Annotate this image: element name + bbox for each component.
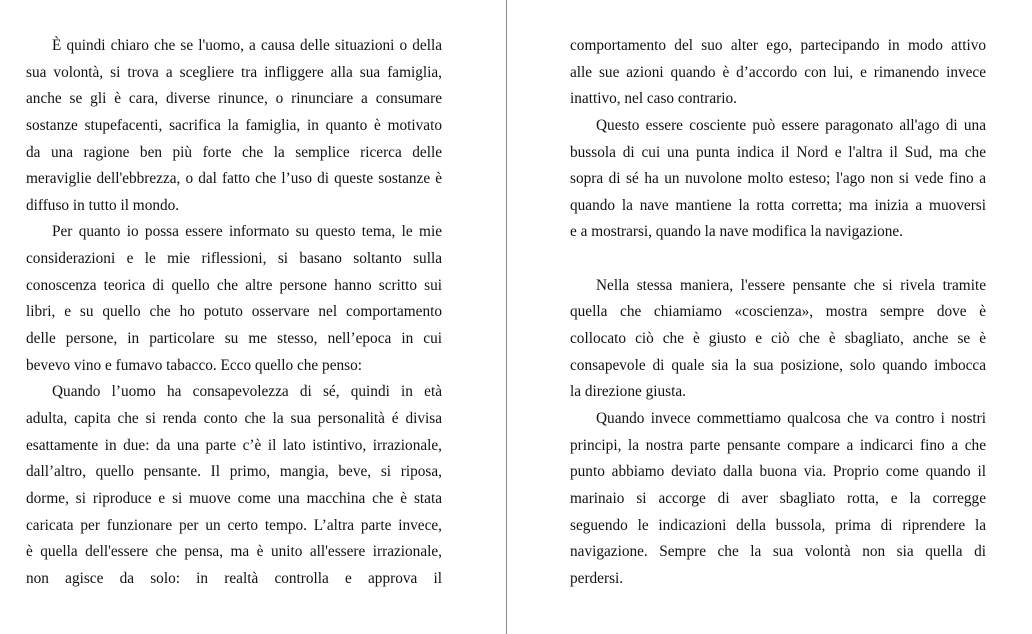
text-line: alle sue azioni quando è d’accordo con lui, e rimanendo invece [570, 63, 986, 81]
blank-line [570, 246, 986, 273]
text-line: sostanze stupefacenti, sacrifica la famiglia, in quanto è motivato [26, 116, 442, 134]
text-line: caricata per funzionare per un certo tempo. L’altra parte invece, [26, 516, 442, 534]
text-line: conoscenza teorica di quello che altre persone hanno scritto sui [26, 276, 442, 294]
text-line: Per quanto io possa essere informato su questo tema, le mie [52, 223, 442, 241]
text-line: Quando invece commettiamo qualcosa che va contro i nostri [596, 409, 986, 427]
text-line: sopra di sé ha un nuvolone molto esteso; l'ago non si vede fino a [570, 170, 986, 188]
text-line: navigazione. Sempre che la sua volontà non sia quella di [570, 543, 986, 561]
text-line: Quando l’uomo ha consapevolezza di sé, quindi in età [52, 383, 442, 401]
text-line: dall’altro, quello pensante. Il primo, mangia, beve, si riposa, [26, 463, 442, 481]
text-line: quella che chiamiamo «coscienza», mostra sempre dove è [570, 303, 986, 321]
text-line: marinaio si accorge di aver sbagliato rotta, e la corregge [570, 489, 986, 507]
text-line: adulta, capita che si renda conto che la sua personalità é divisa [26, 409, 442, 427]
text-line: Questo essere cosciente può essere paragonato all'ago di una [596, 116, 986, 134]
paragraph [26, 379, 442, 592]
text-line: da una ragione ben più forte che la semplice ricerca delle [26, 143, 442, 161]
paragraph [570, 113, 986, 246]
text-line: libri, e su quello che ho potuto osservare nel comportamento [26, 303, 442, 321]
text-line: principi, la nostra parte pensante compare a indicarci fino a che [570, 436, 986, 454]
text-line: la direzione giusta. [570, 383, 686, 401]
text-line: e a mostrarsi, quando la nave modifica la navigazione. [570, 223, 904, 241]
paragraph [570, 406, 986, 592]
text-line: Nella stessa maniera, l'essere pensante che si rivela tramite [596, 276, 986, 294]
text-line: anche se gli è cara, diverse rinunce, o rinunciare a consumare [26, 90, 442, 108]
text-line: inattivo, nel caso contrario. [570, 90, 737, 108]
text-line: delle persone, in particolare su me stesso, nell’epoca in cui [26, 330, 442, 348]
left-page-text [26, 33, 442, 592]
text-line: perdersi. [570, 569, 624, 587]
text-line: considerazioni e le mie riflessioni, si basano soltanto sulla [26, 250, 442, 268]
text-line: comportamento del suo alter ego, partecipando in modo attivo [570, 37, 986, 54]
right-page-text [570, 33, 986, 592]
text-line: non agisce da solo: in realtà controlla e approva il [26, 569, 442, 587]
text-line: È quindi chiaro che se l'uomo, a causa delle situazioni o della [52, 37, 442, 54]
paragraph [26, 33, 442, 219]
text-line: quando la nave mantiene la rotta corretta; ma inizia a muoversi [570, 196, 986, 214]
text-line: collocato ciò che è giusto e ciò che è sbagliato, anche se è [570, 330, 986, 348]
text-line: bussola di cui una punta indica il Nord e l'altra il Sud, ma che [570, 143, 986, 161]
paragraph [570, 273, 986, 406]
text-line: meraviglie dell'ebbrezza, o dal fatto che l’uso di queste sostanze è [26, 170, 442, 188]
text-line: punto abbiamo deviato dalla buona via. Proprio come quando il [570, 463, 986, 481]
text-line: consapevole di quale sia la sua posizione, solo quando imbocca [570, 356, 986, 374]
text-line: bevevo vino e fumavo tabacco. Ecco quello che penso: [26, 356, 362, 374]
text-line: sua volontà, si trova a scegliere tra infliggere alla sua famiglia, [26, 63, 442, 81]
text-line: diffuso in tutto il mondo. [26, 196, 180, 214]
text-line: dorme, si riproduce e si muove come una macchina che è stata [26, 489, 442, 507]
paragraph [570, 33, 986, 113]
text-line: esattamente in due: da una parte c’è il lato istintivo, irrazionale, [26, 436, 442, 454]
text-line: seguendo le indicazioni della bussola, prima di riprendere la [570, 516, 986, 534]
paragraph [26, 219, 442, 379]
text-line: è quella dell'essere che pensa, ma è unito all'essere irrazionale, [26, 543, 442, 561]
right-page [507, 0, 1032, 634]
left-page [0, 0, 506, 634]
